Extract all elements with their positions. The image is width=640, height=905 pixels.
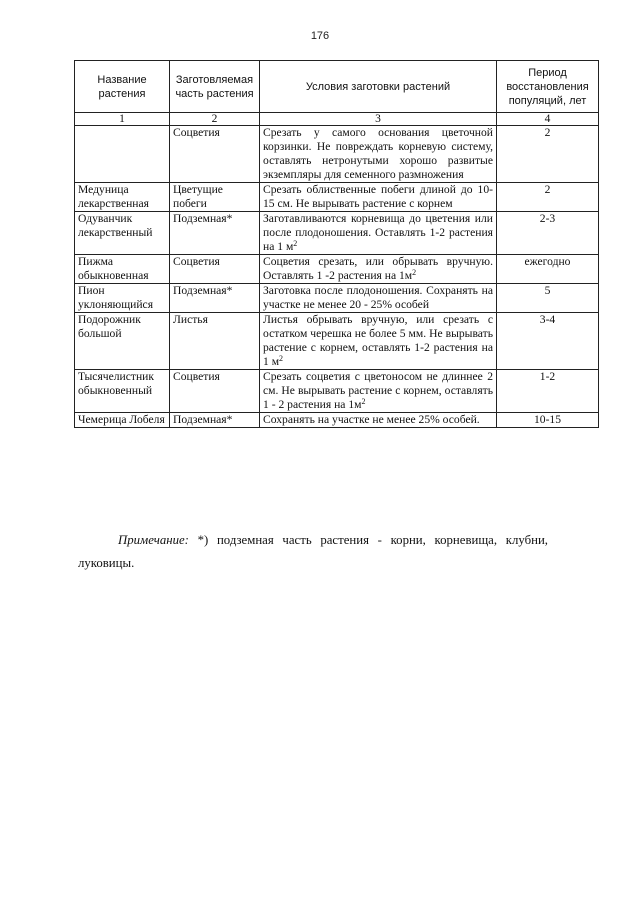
conditions-cell: Заготовка после плодоношения. Сохранять на участке не менее 20 - 25% особей <box>260 284 497 313</box>
plant-name-cell: Пион уклоняющийся <box>75 284 170 313</box>
conditions-cell <box>260 255 497 284</box>
conditions-cell: Срезать облиственные побеги длиной до 10-15 см. Не вырывать растение с корнем <box>260 183 497 212</box>
header-harvested-part: Заготовляемая часть растения <box>170 61 260 113</box>
conditions-cell: Срезать у самого основания цветочной корзинки. Не повреждать корневую систему, оставлять нетронутыми хорошо развитые экземпляры для семенного размножения <box>260 126 497 183</box>
plant-name-cell: Тысячелистник обыкновенный <box>75 370 170 413</box>
plant-name-cell <box>75 126 170 183</box>
conditions-text: Срезать соцветия с цветоносом не длиннее 2 см. Не вырывать растение с корнем, оставлять 1 - 2 растения на 1м <box>263 370 493 411</box>
conditions-cell <box>260 313 497 370</box>
conditions-cell: Сохранять на участке не менее 25% особей. <box>260 413 497 428</box>
period-cell: 5 <box>497 284 599 313</box>
plant-part-cell: Соцветия <box>170 126 260 183</box>
column-number: 2 <box>170 113 260 126</box>
superscript: 2 <box>361 397 366 406</box>
superscript: 2 <box>293 239 298 248</box>
plant-part-cell: Подземная* <box>170 413 260 428</box>
plant-part-cell: Подземная* <box>170 284 260 313</box>
table-row <box>75 313 599 370</box>
conditions-text: Заготавливаются корневища до цветения или после плодоношения. Оставлять 1-2 растения на 1 м <box>263 212 493 253</box>
footnote <box>78 529 548 575</box>
table-row <box>75 255 599 284</box>
header-harvest-conditions: Условия заготовки растений <box>260 61 497 113</box>
plant-part-cell: Листья <box>170 313 260 370</box>
period-cell: 10-15 <box>497 413 599 428</box>
plant-name-cell: Чемерица Лобеля <box>75 413 170 428</box>
superscript: 2 <box>279 354 284 363</box>
table-row <box>75 284 599 313</box>
plant-name-cell: Подорожник большой <box>75 313 170 370</box>
period-cell: 1-2 <box>497 370 599 413</box>
plant-name-cell: Пижма обыкновенная <box>75 255 170 284</box>
table-row <box>75 126 599 183</box>
period-cell: 2-3 <box>497 212 599 255</box>
column-number: 1 <box>75 113 170 126</box>
column-number: 4 <box>497 113 599 126</box>
plant-part-cell: Подземная* <box>170 212 260 255</box>
plants-harvest-table <box>74 60 599 428</box>
conditions-text: Листья обрывать вручную, или срезать с остатком черешка не более 5 мм. Не вырывать растение с корнем, оставлять 1-2 растения на 1 м <box>263 313 493 368</box>
header-recovery-period: Период восстановления популяций, лет <box>497 61 599 113</box>
table-header-row <box>75 61 599 113</box>
table-row <box>75 413 599 428</box>
plant-part-cell: Соцветия <box>170 370 260 413</box>
period-cell: 2 <box>497 183 599 212</box>
period-cell: ежегодно <box>497 255 599 284</box>
conditions-cell <box>260 370 497 413</box>
conditions-text: Соцветия срезать, или обрывать вручную. Оставлять 1 -2 растения на 1м <box>263 255 493 282</box>
plant-name-cell: Медуница лекарственная <box>75 183 170 212</box>
column-number-row <box>75 113 599 126</box>
note-label: Примечание: <box>118 532 189 547</box>
column-number: 3 <box>260 113 497 126</box>
plant-part-cell: Соцветия <box>170 255 260 284</box>
table-row <box>75 212 599 255</box>
plant-name-cell: Одуванчик лекарственный <box>75 212 170 255</box>
page-number: 176 <box>310 30 330 42</box>
plant-part-cell: Цветущие побеги <box>170 183 260 212</box>
header-plant-name: Название растения <box>75 61 170 113</box>
period-cell: 2 <box>497 126 599 183</box>
table-row <box>75 183 599 212</box>
conditions-cell <box>260 212 497 255</box>
superscript: 2 <box>412 268 417 277</box>
period-cell: 3-4 <box>497 313 599 370</box>
table-row <box>75 370 599 413</box>
note-text: *) подземная часть растения - корни, корневища, клубни, луковицы. <box>78 532 548 570</box>
